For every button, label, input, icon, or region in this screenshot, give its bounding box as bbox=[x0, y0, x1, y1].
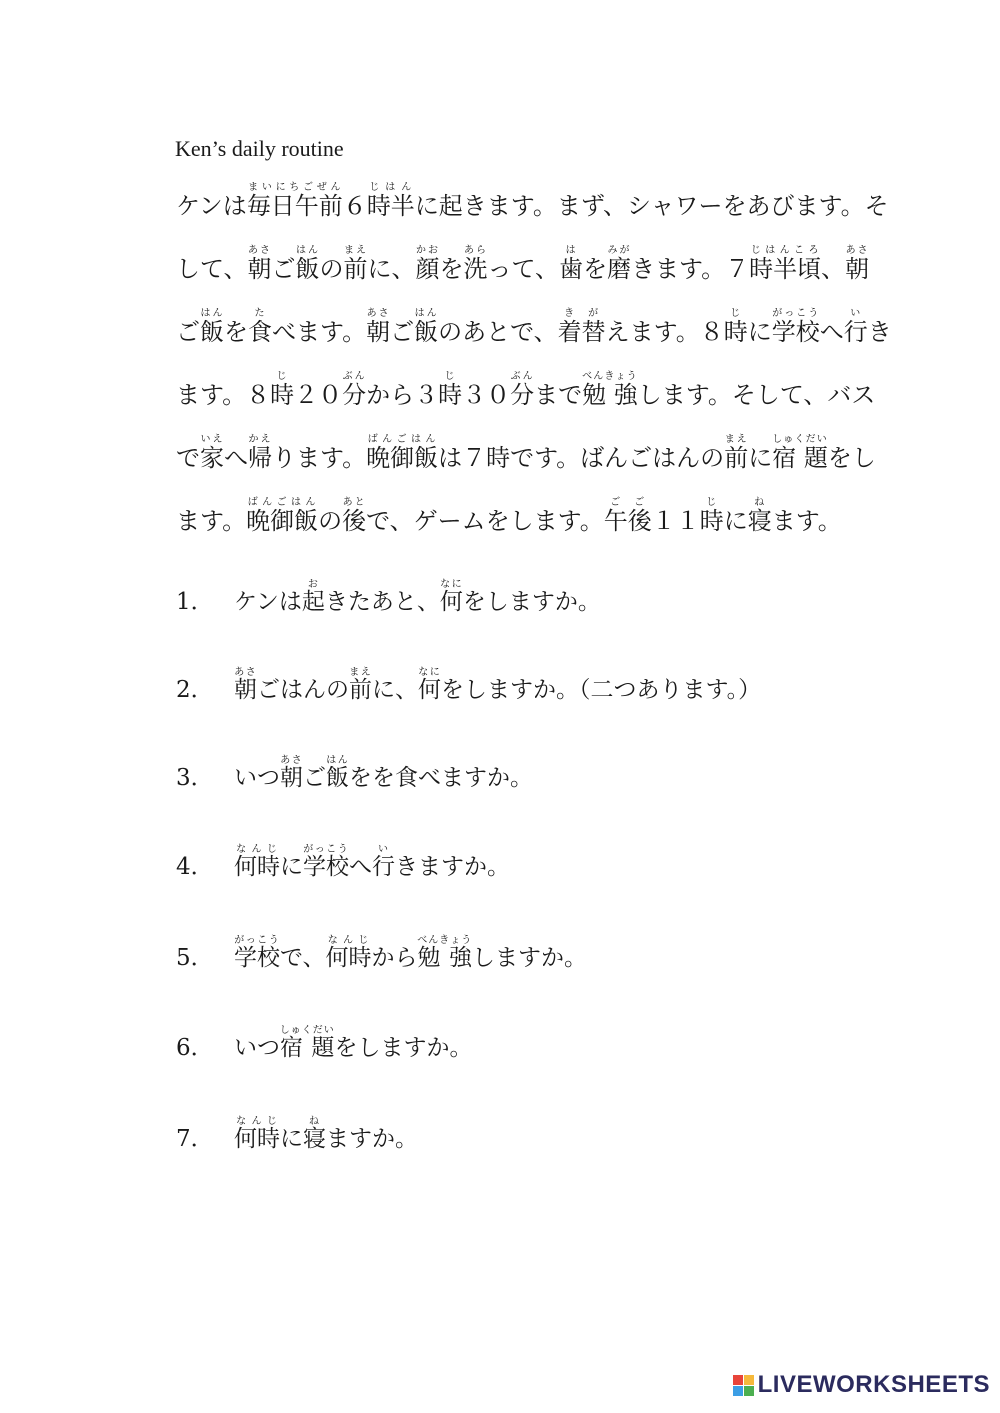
furigana: まえ bbox=[724, 434, 749, 445]
ruby-word bbox=[246, 182, 343, 220]
kanji-text: 晩御飯 bbox=[366, 444, 439, 472]
ruby-word bbox=[325, 935, 372, 971]
text-run: って、 bbox=[487, 255, 560, 283]
ruby-word bbox=[772, 434, 828, 472]
ruby-word bbox=[295, 245, 320, 283]
text-run: きますか。 bbox=[395, 854, 510, 880]
text-run: ご bbox=[303, 765, 326, 791]
text-run: へ bbox=[819, 318, 844, 346]
text-run: まで bbox=[534, 381, 583, 409]
ruby-word bbox=[270, 371, 295, 409]
furigana: じはん bbox=[366, 182, 415, 193]
kanji-text: 飯 bbox=[414, 318, 439, 346]
kanji-text: 前 bbox=[349, 677, 372, 703]
kanji-text: 時半 bbox=[366, 192, 415, 220]
kanji-text: 家 bbox=[200, 444, 224, 472]
text-run: をし bbox=[827, 444, 876, 472]
text-run: ご bbox=[271, 255, 296, 283]
kanji-text: 晩御飯 bbox=[246, 507, 319, 535]
logo-square bbox=[733, 1375, 743, 1385]
furigana: がっこう bbox=[234, 935, 280, 946]
text-run: き bbox=[867, 318, 892, 346]
passage-line bbox=[176, 175, 896, 238]
ruby-word bbox=[415, 245, 440, 283]
kanji-text: 何時 bbox=[234, 854, 280, 880]
text-run: ケンは bbox=[176, 192, 247, 220]
logo-mark-icon bbox=[733, 1375, 754, 1396]
furigana: しゅくだい bbox=[279, 1025, 335, 1036]
text-run: きます。７ bbox=[631, 255, 750, 283]
question-number: 2． bbox=[176, 677, 214, 703]
furigana: ばんごはん bbox=[246, 497, 319, 508]
ruby-word bbox=[438, 371, 463, 409]
ruby-word bbox=[234, 844, 280, 880]
ruby-word bbox=[724, 434, 749, 472]
kanji-text: 学校 bbox=[771, 318, 820, 346]
kanji-text: 前 bbox=[343, 255, 368, 283]
text-run: べます。 bbox=[272, 318, 367, 346]
ruby-word bbox=[349, 667, 372, 703]
furigana: なに bbox=[439, 579, 463, 590]
text-run: を bbox=[224, 318, 248, 346]
kanji-text: 勉 強 bbox=[582, 381, 638, 409]
text-run: に bbox=[723, 507, 748, 535]
text-run: ６ bbox=[342, 192, 367, 220]
ruby-word bbox=[510, 371, 535, 409]
furigana: はん bbox=[326, 755, 349, 766]
text-run: の bbox=[318, 507, 343, 535]
text-run: に、 bbox=[367, 255, 416, 283]
text-run: に、 bbox=[372, 677, 418, 703]
question-number: 5． bbox=[176, 945, 214, 971]
furigana: あさ bbox=[280, 755, 303, 766]
question-number: 7． bbox=[176, 1126, 214, 1152]
text-run: ケンは bbox=[234, 589, 302, 615]
text-run: は７時です。ばんごはんの bbox=[438, 444, 725, 472]
passage-line bbox=[176, 427, 896, 490]
furigana: まえ bbox=[349, 667, 372, 678]
kanji-text: 着替 bbox=[557, 318, 606, 346]
kanji-text: 何 bbox=[418, 677, 441, 703]
passage-line bbox=[176, 238, 896, 301]
text-run: の bbox=[319, 255, 344, 283]
question-number: 3． bbox=[176, 765, 214, 791]
text-run: をしますか。 bbox=[462, 589, 601, 615]
ruby-word bbox=[366, 434, 439, 472]
text-run: えます。８ bbox=[605, 318, 724, 346]
furigana: なんじ bbox=[234, 1116, 280, 1127]
text-run: して、 bbox=[176, 255, 248, 283]
kanji-text: 前 bbox=[724, 444, 749, 472]
ruby-word bbox=[843, 308, 868, 346]
text-run: から３ bbox=[366, 381, 439, 409]
furigana: あら bbox=[463, 245, 488, 256]
furigana: ね bbox=[303, 1116, 326, 1127]
text-run: ますか。 bbox=[326, 1126, 418, 1152]
furigana: しゅくだい bbox=[772, 434, 828, 445]
ruby-word bbox=[603, 497, 652, 535]
question-text bbox=[234, 1116, 418, 1152]
furigana: じ bbox=[438, 371, 463, 382]
kanji-text: 何時 bbox=[234, 1126, 280, 1152]
question-text bbox=[234, 579, 601, 615]
kanji-text: 宿 題 bbox=[279, 1035, 335, 1061]
ruby-word bbox=[342, 371, 367, 409]
ruby-word bbox=[234, 935, 280, 971]
ruby-word bbox=[326, 755, 349, 791]
furigana: じ bbox=[270, 371, 295, 382]
kanji-text: 行 bbox=[372, 854, 395, 880]
kanji-text: 歯 bbox=[559, 255, 584, 283]
text-run: へ bbox=[224, 444, 248, 472]
ruby-word bbox=[372, 844, 395, 880]
ruby-word bbox=[559, 245, 584, 283]
text-run: で、ゲームをします。 bbox=[366, 507, 604, 535]
kanji-text: 時 bbox=[723, 318, 748, 346]
passage-line bbox=[176, 301, 896, 364]
ruby-word bbox=[280, 755, 303, 791]
ruby-word bbox=[463, 245, 488, 283]
furigana: べんきょう bbox=[417, 935, 473, 946]
text-run: に bbox=[280, 1126, 303, 1152]
furigana: あと bbox=[342, 497, 367, 508]
question-text bbox=[234, 935, 587, 971]
ruby-word bbox=[439, 579, 463, 615]
furigana: じはんころ bbox=[749, 245, 822, 256]
furigana: ばんごはん bbox=[366, 434, 439, 445]
kanji-text: 起 bbox=[301, 589, 325, 615]
ruby-word bbox=[747, 497, 772, 535]
kanji-text: 時 bbox=[270, 381, 295, 409]
kanji-text: 何 bbox=[439, 589, 463, 615]
text-run: ２０ bbox=[294, 381, 343, 409]
kanji-text: 磨 bbox=[607, 255, 632, 283]
ruby-word bbox=[303, 1116, 326, 1152]
furigana: は bbox=[559, 245, 584, 256]
text-run: きたあと、 bbox=[324, 589, 440, 615]
furigana: はん bbox=[200, 308, 224, 319]
kanji-text: 時 bbox=[438, 381, 463, 409]
kanji-text: 分 bbox=[342, 381, 367, 409]
furigana: ぶん bbox=[510, 371, 535, 382]
passage-line bbox=[176, 364, 896, 427]
ruby-word bbox=[418, 667, 441, 703]
furigana: べんきょう bbox=[582, 371, 638, 382]
ruby-word bbox=[607, 245, 632, 283]
furigana: い bbox=[372, 844, 395, 855]
kanji-text: 顔 bbox=[415, 255, 440, 283]
kanji-text: 朝 bbox=[247, 255, 272, 283]
text-run: に bbox=[748, 444, 773, 472]
kanji-text: 朝 bbox=[234, 677, 257, 703]
text-run: いつ bbox=[234, 1035, 280, 1061]
ruby-word bbox=[248, 434, 272, 472]
kanji-text: 毎日午前 bbox=[246, 192, 343, 220]
text-run: へ bbox=[349, 854, 372, 880]
text-run: ます。 bbox=[176, 507, 247, 535]
kanji-text: 洗 bbox=[463, 255, 488, 283]
furigana: はん bbox=[414, 308, 439, 319]
furigana: なに bbox=[418, 667, 441, 678]
kanji-text: 学校 bbox=[234, 945, 280, 971]
text-run: をしますか。 bbox=[334, 1035, 473, 1061]
kanji-text: 寝 bbox=[747, 507, 772, 535]
ruby-word bbox=[303, 844, 349, 880]
ruby-word bbox=[366, 182, 415, 220]
text-run: で bbox=[176, 444, 200, 472]
furigana: なんじ bbox=[325, 935, 372, 946]
text-run: します。そして、バス bbox=[637, 381, 876, 409]
kanji-text: 学校 bbox=[303, 854, 349, 880]
ruby-word bbox=[771, 308, 820, 346]
furigana: まえ bbox=[343, 245, 368, 256]
text-run: ります。 bbox=[272, 444, 367, 472]
furigana: じ bbox=[723, 308, 748, 319]
text-run: １１ bbox=[651, 507, 700, 535]
text-run: ３０ bbox=[462, 381, 511, 409]
question-number: 1． bbox=[176, 589, 214, 615]
furigana: ごご bbox=[603, 497, 652, 508]
ruby-word bbox=[248, 308, 272, 346]
furigana: いえ bbox=[200, 434, 224, 445]
furigana: お bbox=[301, 579, 325, 590]
furigana: なんじ bbox=[234, 844, 280, 855]
text-run: ます。 bbox=[771, 507, 842, 535]
furigana: がっこう bbox=[303, 844, 349, 855]
question-text bbox=[234, 844, 510, 880]
ruby-word bbox=[234, 667, 257, 703]
furigana: がっこう bbox=[771, 308, 820, 319]
kanji-text: 時 bbox=[699, 507, 724, 535]
ruby-word bbox=[366, 308, 391, 346]
logo-square bbox=[744, 1375, 754, 1385]
question-item bbox=[176, 748, 533, 808]
ruby-word bbox=[200, 434, 224, 472]
text-run: をを食べますか。 bbox=[349, 765, 533, 791]
ruby-word bbox=[343, 245, 368, 283]
kanji-text: 飯 bbox=[200, 318, 224, 346]
text-run: ごはんの bbox=[257, 677, 349, 703]
kanji-text: 飯 bbox=[295, 255, 320, 283]
text-run: ご bbox=[176, 318, 200, 346]
furigana: かお bbox=[415, 245, 440, 256]
furigana: い bbox=[843, 308, 868, 319]
furigana: あさ bbox=[234, 667, 257, 678]
question-text bbox=[234, 755, 533, 791]
question-item bbox=[176, 928, 587, 988]
ruby-word bbox=[723, 308, 748, 346]
text-run: 、 bbox=[821, 255, 846, 283]
furigana: じ bbox=[699, 497, 724, 508]
text-run: を bbox=[439, 255, 464, 283]
text-run: を bbox=[583, 255, 608, 283]
text-run: をしますか。（二つあります。） bbox=[441, 677, 762, 703]
ruby-word bbox=[417, 935, 473, 971]
reading-passage bbox=[176, 175, 896, 553]
furigana: あさ bbox=[845, 245, 870, 256]
text-run: のあとで、 bbox=[438, 318, 558, 346]
furigana: はん bbox=[295, 245, 320, 256]
kanji-text: 朝 bbox=[280, 765, 303, 791]
kanji-text: 宿 題 bbox=[772, 444, 828, 472]
kanji-text: 寝 bbox=[303, 1126, 326, 1152]
text-run: ご bbox=[390, 318, 415, 346]
logo-text: LIVEWORKSHEETS bbox=[757, 1371, 990, 1398]
ruby-word bbox=[845, 245, 870, 283]
kanji-text: 勉 強 bbox=[417, 945, 473, 971]
kanji-text: 帰 bbox=[248, 444, 272, 472]
liveworksheets-logo bbox=[733, 1371, 990, 1399]
furigana: ね bbox=[747, 497, 772, 508]
question-item bbox=[176, 572, 601, 632]
kanji-text: 何時 bbox=[325, 945, 372, 971]
furigana: あさ bbox=[366, 308, 391, 319]
question-number: 4． bbox=[176, 854, 214, 880]
question-item bbox=[176, 1018, 472, 1078]
kanji-text: 朝 bbox=[845, 255, 870, 283]
ruby-word bbox=[699, 497, 724, 535]
ruby-word bbox=[247, 245, 272, 283]
question-number: 6． bbox=[176, 1035, 214, 1061]
question-text bbox=[234, 667, 762, 703]
ruby-word bbox=[582, 371, 638, 409]
kanji-text: 食 bbox=[248, 318, 272, 346]
text-run: に起きます。まず、シャワーをあびます。そ bbox=[414, 192, 889, 220]
furigana: みが bbox=[607, 245, 632, 256]
text-run: に bbox=[280, 854, 303, 880]
furigana: かえ bbox=[248, 434, 272, 445]
kanji-text: 朝 bbox=[366, 318, 391, 346]
furigana: きが bbox=[557, 308, 606, 319]
kanji-text: 後 bbox=[342, 507, 367, 535]
text-run: ます。８ bbox=[176, 381, 271, 409]
ruby-word bbox=[301, 579, 325, 615]
ruby-word bbox=[246, 497, 319, 535]
furigana: あさ bbox=[247, 245, 272, 256]
furigana: まいにちごぜん bbox=[246, 182, 343, 193]
ruby-word bbox=[342, 497, 367, 535]
kanji-text: 時半頃 bbox=[749, 255, 822, 283]
worksheet-title: Ken’s daily routine bbox=[175, 136, 344, 161]
question-text bbox=[234, 1025, 473, 1061]
kanji-text: 午後 bbox=[603, 507, 652, 535]
ruby-word bbox=[200, 308, 224, 346]
text-run: で、 bbox=[280, 945, 326, 971]
passage-line bbox=[176, 490, 896, 553]
text-run: いつ bbox=[234, 765, 280, 791]
ruby-word bbox=[234, 1116, 280, 1152]
question-item bbox=[176, 837, 510, 897]
ruby-word bbox=[749, 245, 822, 283]
ruby-word bbox=[414, 308, 439, 346]
text-run: から bbox=[371, 945, 418, 971]
text-run: に bbox=[747, 318, 772, 346]
furigana: た bbox=[248, 308, 272, 319]
kanji-text: 分 bbox=[510, 381, 535, 409]
question-item bbox=[176, 660, 761, 720]
logo-square bbox=[744, 1386, 754, 1396]
ruby-word bbox=[557, 308, 606, 346]
kanji-text: 行 bbox=[843, 318, 868, 346]
question-item bbox=[176, 1109, 418, 1169]
ruby-word bbox=[279, 1025, 335, 1061]
furigana: ぶん bbox=[342, 371, 367, 382]
text-run: しますか。 bbox=[471, 945, 587, 971]
logo-square bbox=[733, 1386, 743, 1396]
kanji-text: 飯 bbox=[326, 765, 349, 791]
